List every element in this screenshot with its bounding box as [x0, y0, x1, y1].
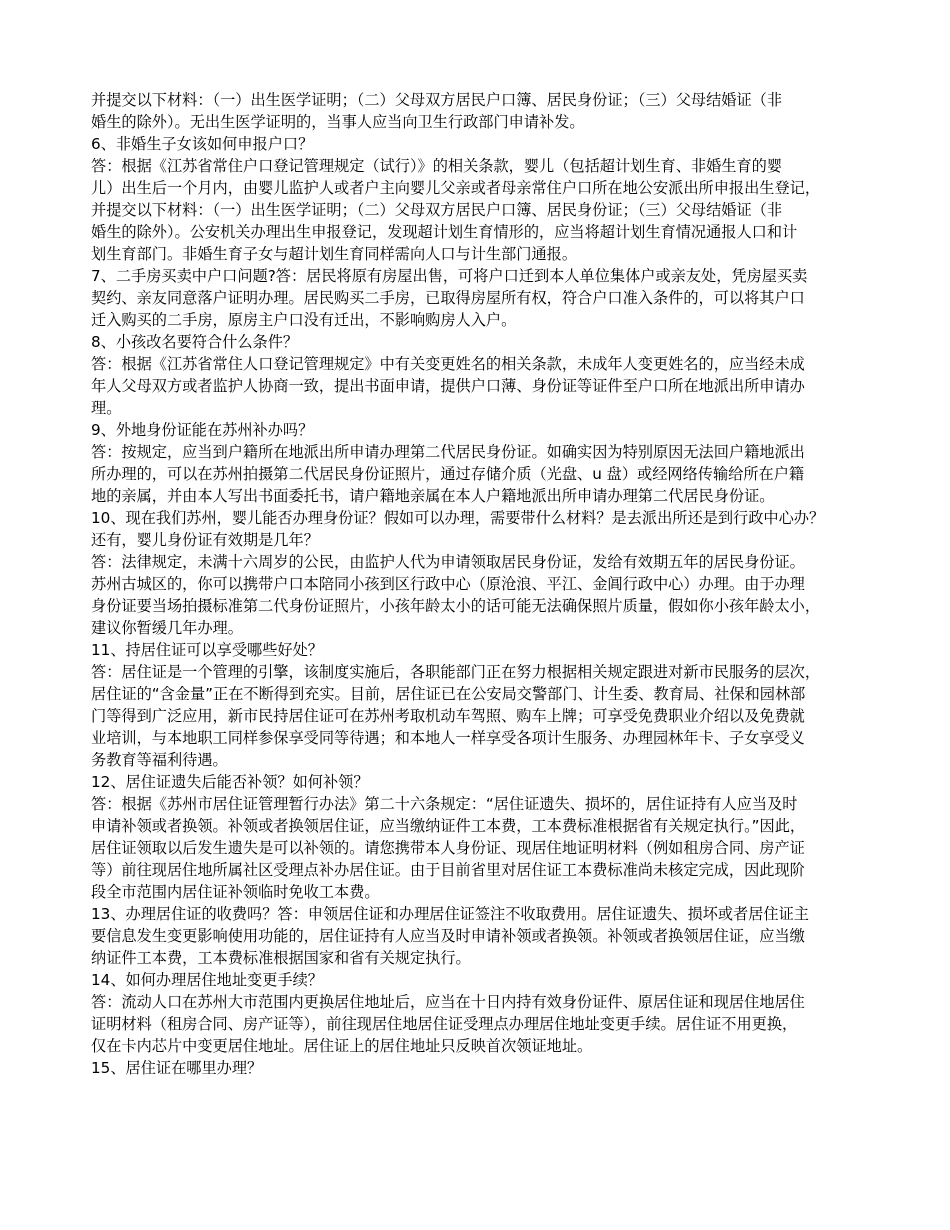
question-heading: 14、如何办理居住地址变更手续？ [91, 971, 323, 989]
text-line: 证明材料（租房合同、房产证等），前往现居住地居住证受理点办理居住地址变更手续。居住证不用更换， [91, 1015, 798, 1033]
text-line: 还有，婴儿身份证有效期是几年？ [91, 531, 319, 549]
question-heading: 10、现在我们苏州，婴儿能否办理身份证？假如可以办理，需要带什么材料？是去派出所还是到行政中心办？ [91, 509, 825, 527]
question-heading: 13、办理居住证的收费吗？答：申领居住证和办理居住证签注不收取费用。居住证遗失、损坏或者居住证主 [91, 905, 809, 923]
text-line: 答：法律规定，未满十六周岁的公民，由监护人代为申请领取居民身份证，发给有效期五年的居民身份证。 [91, 553, 805, 571]
text-line: 地的亲属，并由本人写出书面委托书，请户籍地亲属在本人户籍地派出所申请办理第二代居民身份证。 [91, 487, 775, 505]
text-line: 务教育等福利待遇。 [91, 751, 228, 769]
text-line: 门等得到广泛应用，新市民持居住证可在苏州考取机动车驾照、购车上牌；可享受免费职业介绍以及免费就 [91, 707, 805, 725]
text-line: 答：按规定，应当到户籍所在地派出所申请办理第二代居民身份证。如确实因为特别原因无法回户籍地派出 [91, 443, 805, 461]
text-line: 理。 [91, 399, 122, 417]
document-body [91, 89, 861, 1079]
text-line: 婚生的除外）。无出生医学证明的，当事人应当向卫生行政部门申请补发。 [91, 113, 585, 131]
text-line: 居住证领取以后发生遗失是可以补领的。请您携带本人身份证、现居住地证明材料（例如租房合同、房产证 [91, 839, 805, 857]
text-line: 划生育部门。非婚生育子女与超计划生育同样需向人口与计生部门通报。 [91, 245, 577, 263]
text-line: 苏州古城区的，你可以携带户口本陪同小孩到区行政中心（原沧浪、平江、金阊行政中心）办理。由于办理 [91, 575, 805, 593]
question-heading: 12、居住证遗失后能否补领？如何补领？ [91, 773, 369, 791]
question-heading: 15、居住证在哪里办理？ [91, 1059, 263, 1077]
text-line: 要信息发生变更影响使用功能的，居住证持有人应当及时申请补领或者换领。补领或者换领居住证，应当缴 [91, 927, 805, 945]
text-line: 并提交以下材料：（一）出生医学证明；（二）父母双方居民户口簿、居民身份证；（三）父母结婚证（非 [91, 201, 783, 219]
question-heading: 8、小孩改名要符合什么条件？ [91, 333, 299, 351]
text-line: 答：居住证是一个管理的引擎，该制度实施后，各职能部门正在努力根据相关规定跟进对新市民服务的层次， [91, 663, 820, 681]
text-line: 答：根据《江苏省常住户口登记管理规定（试行）》的相关条款，婴儿（包括超计划生育、非婚生育的婴 [91, 157, 783, 175]
text-line: 儿）出生后一个月内，由婴儿监护人或者户主向婴儿父亲或者母亲常住户口所在地公安派出所申报出生登记， [91, 179, 820, 197]
text-line: 仅在卡内芯片中变更居住地址。居住证上的居住地址只反映首次领证地址。 [91, 1037, 593, 1055]
text-line: 等）前往现居住地所属社区受理点补办居住证。由于目前省里对居住证工本费标准尚未核定完成，因此现阶 [91, 861, 805, 879]
text-line: 婚生的除外）。公安机关办理出生申报登记，发现超计划生育情形的，应当将超计划生育情况通报人口和计 [91, 223, 798, 241]
text-line: 契约、亲友同意落户证明办理。居民购买二手房，已取得房屋所有权，符合户口准入条件的，可以将其户口 [91, 289, 805, 307]
text-line: 答：根据《苏州市居住证管理暂行办法》第二十六条规定：“居住证遗失、损坏的，居住证持有人应当及时 [91, 795, 798, 813]
text-line: 申请补领或者换领。补领或者换领居住证，应当缴纳证件工本费，工本费标准根据省有关规定执行。”因此， [91, 817, 806, 835]
text-line: 年人父母双方或者监护人协商一致，提出书面申请，提供户口薄、身份证等证件至户口所在地派出所申请办 [91, 377, 805, 395]
text-line: 段全市范围内居住证补领临时免收工本费。 [91, 883, 380, 901]
question-heading: 9、外地身份证能在苏州补办吗？ [91, 421, 314, 439]
text-line: 身份证要当场拍摄标准第二代身份证照片，小孩年龄太小的话可能无法确保照片质量，假如你小孩年龄太小， [91, 597, 820, 615]
text-line: 业培训，与本地职工同样参保享受同等待遇；和本地人一样享受各项计生服务、办理园林年卡、子女享受义 [91, 729, 805, 747]
question-heading: 7、二手房买卖中户口问题?答：居民将原有房屋出售，可将户口迁到本人单位集体户或亲友处，凭房屋买卖 [91, 267, 808, 285]
text-line: 迁入购买的二手房，原房主户口没有迁出，不影响购房人入户。 [91, 311, 517, 329]
text-line: 并提交以下材料：（一）出生医学证明；（二）父母双方居民户口簿、居民身份证；（三）父母结婚证（非 [91, 91, 783, 109]
text-line: 居住证的“含金量”正在不断得到充实。目前，居住证已在公安局交警部门、计生委、教育局、社保和园林部 [91, 685, 806, 703]
text-line: 纳证件工本费，工本费标准根据国家和省有关规定执行。 [91, 949, 471, 967]
text-line: 答：流动人口在苏州大市范围内更换居住地址后，应当在十日内持有效身份证件、原居住证和现居住地居住 [91, 993, 805, 1011]
text-line: 建议你暂缓几年办理。 [91, 619, 243, 637]
text-line: 答：根据《江苏省常住人口登记管理规定》中有关变更姓名的相关条款，未成年人变更姓名的，应当经未成 [91, 355, 805, 373]
question-heading: 6、非婚生子女该如何申报户口？ [91, 135, 314, 153]
question-heading: 11、持居住证可以享受哪些好处？ [91, 641, 323, 659]
text-line: 所办理的，可以在苏州拍摄第二代居民身份证照片，通过存储介质（光盘、u 盘）或经网络传输给所在户籍 [91, 465, 805, 483]
